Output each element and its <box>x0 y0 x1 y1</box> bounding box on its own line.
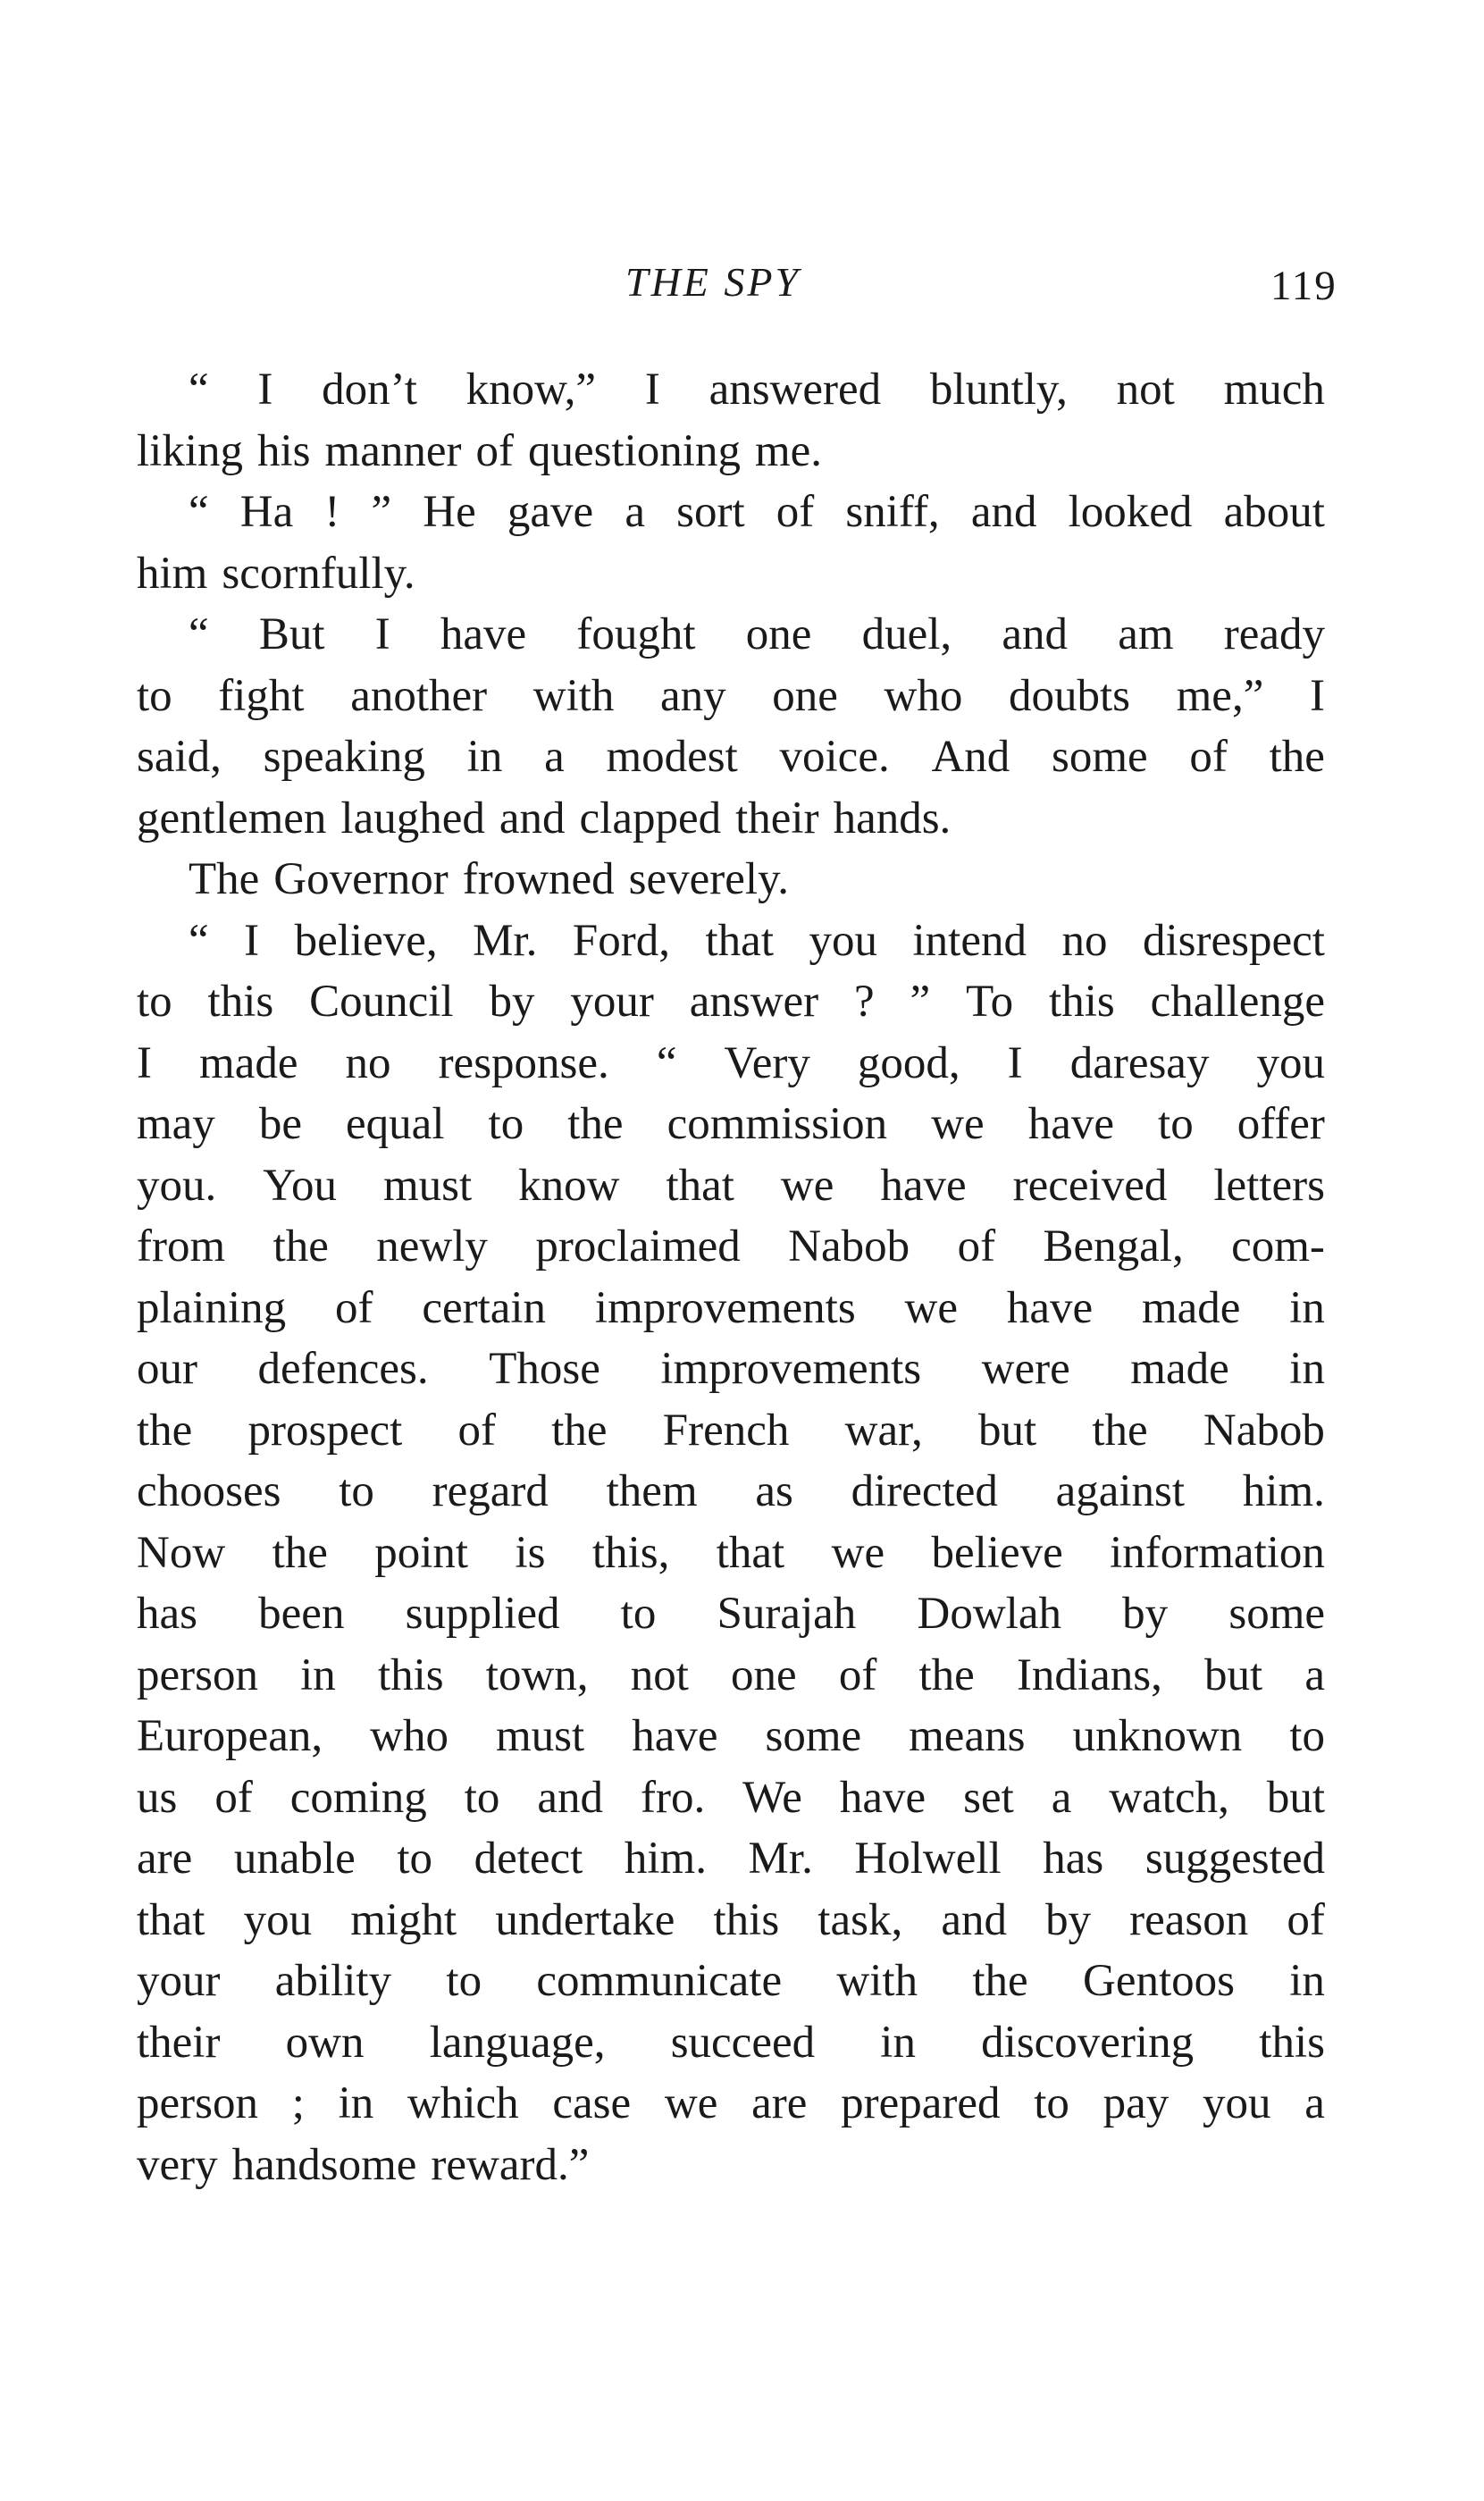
text-line: “ I don’t know,” I answered bluntly, not much <box>189 365 1325 415</box>
text-line: to this Council by your answer ? ” To this challenge <box>137 977 1325 1027</box>
text-line: The Governor frowned severely. <box>189 854 790 904</box>
text-line: you. You must know that we have received letters <box>137 1160 1325 1211</box>
text-line: from the newly proclaimed Nabob of Bengal, com- <box>137 1221 1325 1271</box>
text-line: the prospect of the French war, but the Nabob <box>137 1405 1325 1456</box>
page-number: 119 <box>1270 263 1337 309</box>
text-line: us of coming to and fro. We have set a watch, but <box>137 1772 1325 1823</box>
text-line: Now the point is this, that we believe information <box>137 1527 1325 1578</box>
text-line: chooses to regard them as directed against him. <box>137 1466 1325 1516</box>
text-line: gentlemen laughed and clapped their hands. <box>137 793 952 843</box>
text-line: “ Ha ! ” He gave a sort of sniff, and looked about <box>189 487 1325 537</box>
text-line: European, who must have some means unknown to <box>137 1711 1325 1761</box>
text-line: him scornfully. <box>137 548 415 599</box>
text-line: I made no response. “ Very good, I daresay you <box>137 1037 1325 1088</box>
text-line: “ I believe, Mr. Ford, that you intend no disrespect <box>189 915 1325 966</box>
text-line: “ But I have fought one duel, and am ready <box>189 609 1325 659</box>
text-line: their own language, succeed in discovering this <box>137 2017 1325 2068</box>
body-text <box>137 359 1325 2195</box>
text-line: liking his manner of questioning me. <box>137 425 823 476</box>
text-line: may be equal to the commission we have to offer <box>137 1099 1325 1149</box>
text-line: plaining of certain improvements we have made in <box>137 1282 1325 1333</box>
text-line: person in this town, not one of the Indians, but a <box>137 1649 1325 1700</box>
text-line: that you might undertake this task, and by reason of <box>137 1894 1325 1945</box>
text-line: person ; in which case we are prepared to pay you a <box>137 2078 1325 2128</box>
text-line: our defences. Those improvements were made in <box>137 1344 1325 1394</box>
running-head-title: THE SPY <box>625 259 801 305</box>
text-line: has been supplied to Surajah Dowlah by some <box>137 1589 1325 1639</box>
text-line: said, speaking in a modest voice. And some of the <box>137 732 1325 782</box>
text-line: to fight another with any one who doubts me,” I <box>137 670 1325 721</box>
text-line: very handsome reward.” <box>137 2139 590 2190</box>
text-line: are unable to detect him. Mr. Holwell has suggested <box>137 1834 1325 1884</box>
text-line: your ability to communicate with the Gentoos in <box>137 1956 1325 2006</box>
